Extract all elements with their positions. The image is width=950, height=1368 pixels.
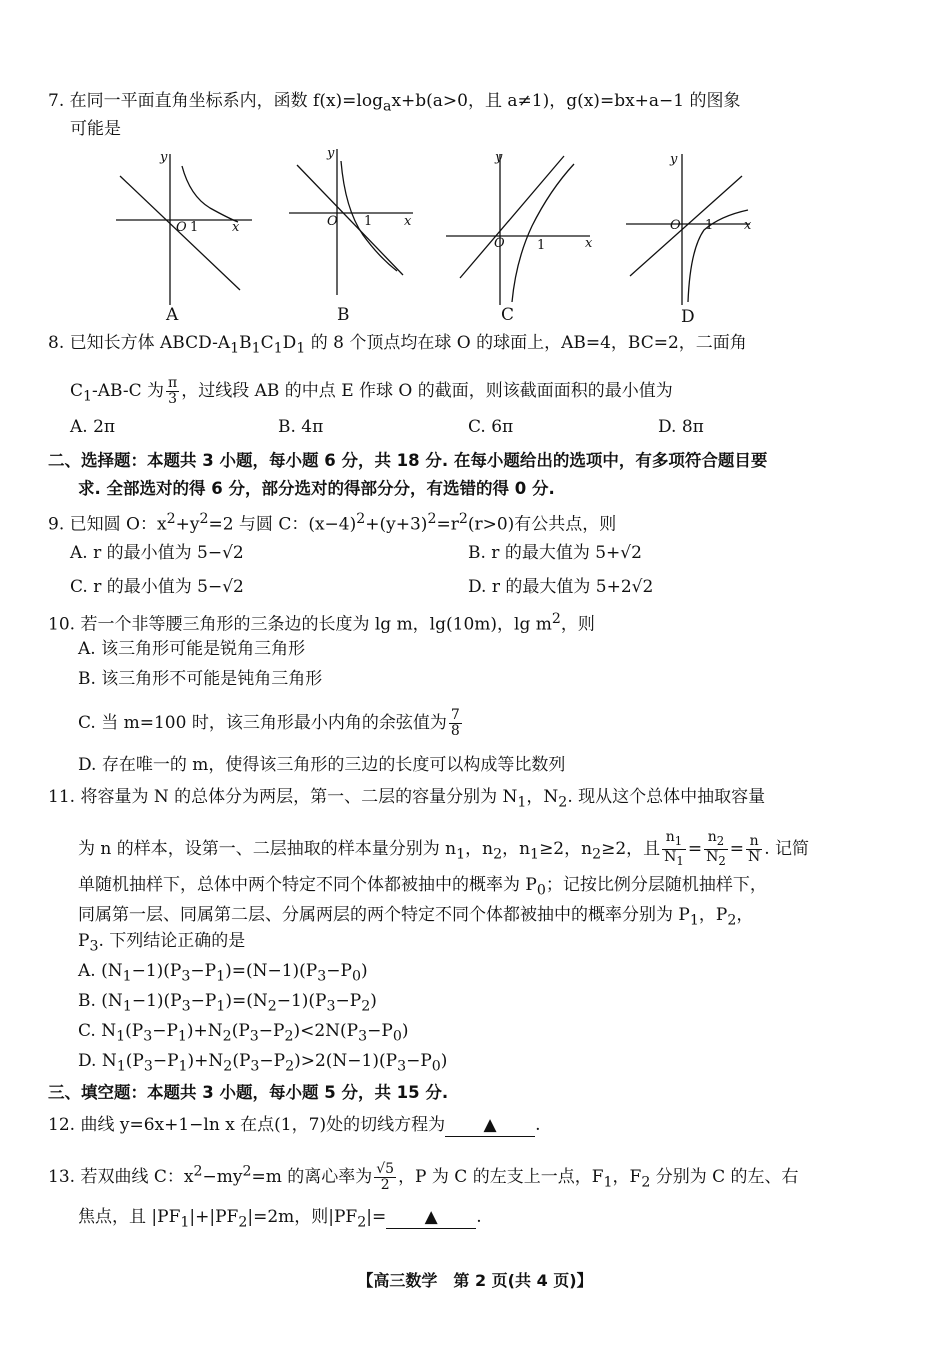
q10-stem: 10. 若一个非等腰三角形的三条边的长度为 lg m，lg(10m)，$\lg m^2$，则 [48,611,595,635]
q9-option-c: C. r 的最小值为 5−√2 [70,577,244,597]
q11-stem-line2: 为 n 的样本，设第一、二层抽取的样本量分别为 $n_1$，$n_2$，$n_1\ge 2$，$n_2\ge 2$，且 $\frac{n_1}{N_1}$ = $\frac{n_2}{N_2}$ = $\frac{n}{N}$ . 记简 [78,829,810,868]
q11-option-c: C. $N_1(P_3-P_1)+N_2(P_3-P_2)<2N(P_3-P_0)$ [78,1021,409,1045]
graph-c-origin: O [494,236,505,251]
graph-c-label: C [501,305,515,325]
q10-option-c: C. 当 m=100 时，该三角形最小内角的余弦值为 $\frac{7}{8}$ [78,707,460,739]
q8-option-c: C. 6π [468,417,514,437]
section-2-heading-line1: 二、选择题：本题共 3 小题，每小题 6 分，共 18 分. 在每小题给出的选项中，有多项符合题目要 [48,451,768,470]
graph-c-ylabel: y [495,150,503,165]
graph-c-xlabel: x [585,236,593,251]
graph-a-curve [182,166,238,222]
graph-c-curve [512,164,574,302]
graph-a-tick: 1 [190,220,199,235]
q13-stem-line2: 焦点，且 $|PF_1|+|PF_2|=2m$，则$|PF_2|=$ ▲ . [78,1207,482,1231]
graph-a-xlabel: x [232,220,240,235]
q9-option-d: D. r 的最大值为 5+2√2 [468,577,654,597]
q8-option-d: D. 8π [658,417,704,437]
graph-b-origin: O [327,214,338,229]
graph-d-xlabel: x [744,218,752,233]
q9-stem: 9. 已知圆 O：$x^2+y^2=2$ 与圆 C：$(x-4)^2+(y+3)^2=r^2(r>0)$有公共点，则 [48,511,617,535]
q10-option-b: B. 该三角形不可能是钝角三角形 [78,669,323,689]
graph-d-origin: O [670,218,681,233]
q11-option-b: B. $(N_1-1)(P_3-P_1)=(N_2-1)(P_3-P_2)$ [78,991,377,1015]
graph-a-origin: O [176,220,187,235]
q12-stem: 12. 曲线 y=6x+1−ln x 在点(1，7)处的切线方程为 ▲ . [48,1115,541,1135]
graph-b-label: B [337,305,350,325]
q11-stem-line5: $P_3$. 下列结论正确的是 [78,931,246,955]
graph-d-line [630,176,742,276]
graph-d-ylabel: y [670,152,678,167]
section-2-heading-line2: 求. 全部选对的得 6 分，部分选对的得部分分，有选错的得 0 分. [78,479,555,498]
graph-d [620,150,760,310]
q12-answer-blank: ▲ [445,1114,535,1137]
graph-a-label: A [166,305,179,325]
q10-option-a: A. 该三角形可能是锐角三角形 [78,639,306,659]
q11-stem-line1: 11. 将容量为 N 的总体分为两层，第一、二层的容量分别为 $N_1$，$N_2$. 现从这个总体中抽取容量 [48,787,766,811]
graph-b-tick: 1 [364,214,373,229]
graph-b-line [297,165,403,275]
graph-c [440,150,600,310]
q8-option-a: A. 2π [70,417,116,437]
q7-stem-line1: 7. 在同一平面直角坐标系内，函数 $f(x)=\log_ax+b(a>0$，且 a≠1)，g(x)=bx+a−1 的图象 [48,91,741,115]
q11-stem-line3: 单随机抽样下，总体中两个特定不同个体都被抽中的概率为 $P_0$；记按比例分层随机抽样下， [78,875,767,899]
q13-stem-line1: 13. 若双曲线 C：$x^2-my^2=m$ 的离心率为 $\frac{√5}{2}$ ，P 为 C 的左支上一点，$F_1$，$F_2$ 分别为 C 的左、右 [48,1160,799,1193]
q11-stem-line4: 同属第一层、同属第二层、分属两层的两个特定不同个体都被抽中的概率分别为 $P_1$，$P_2$， [78,905,754,929]
q8-stem-line2: $C_1-AB-C$ 为 $\frac{\pi}{3}$ ，过线段 AB 的中点 E 作球 O 的截面，则该截面面积的最小值为 [70,375,673,407]
graph-b-xlabel: x [404,214,412,229]
page-footer: 【高三数学 第 2 页(共 4 页)】 [357,1271,593,1290]
q11-option-a: A. $(N_1-1)(P_3-P_1)=(N-1)(P_3-P_0)$ [78,961,368,985]
graph-d-label: D [681,307,695,327]
q9-option-a: A. r 的最小值为 5−√2 [70,543,244,563]
graph-c-tick: 1 [537,238,546,253]
q10-option-d: D. 存在唯一的 m，使得该三角形的三边的长度可以构成等比数列 [78,755,566,775]
q9-option-b: B. r 的最大值为 5+√2 [468,543,642,563]
q8-stem-line1: 8. 已知长方体 ABCD-$A_1B_1C_1D_1$ 的 8 个顶点均在球 O 的球面上，AB=4，BC=2，二面角 [48,333,747,357]
graph-c-line [460,156,564,278]
q8-option-b: B. 4π [278,417,324,437]
graph-a-ylabel: y [160,150,168,165]
q7-stem-line2: 可能是 [70,119,121,139]
section-3-heading: 三、填空题：本题共 3 小题，每小题 5 分，共 15 分. [48,1083,449,1102]
graph-b-ylabel: y [327,146,335,161]
q11-option-d: D. $N_1(P_3-P_1)+N_2(P_3-P_2)>2(N-1)(P_3-P_0)$ [78,1051,448,1075]
graph-d-tick: 1 [705,218,714,233]
q13-answer-blank: ▲ [386,1206,476,1229]
